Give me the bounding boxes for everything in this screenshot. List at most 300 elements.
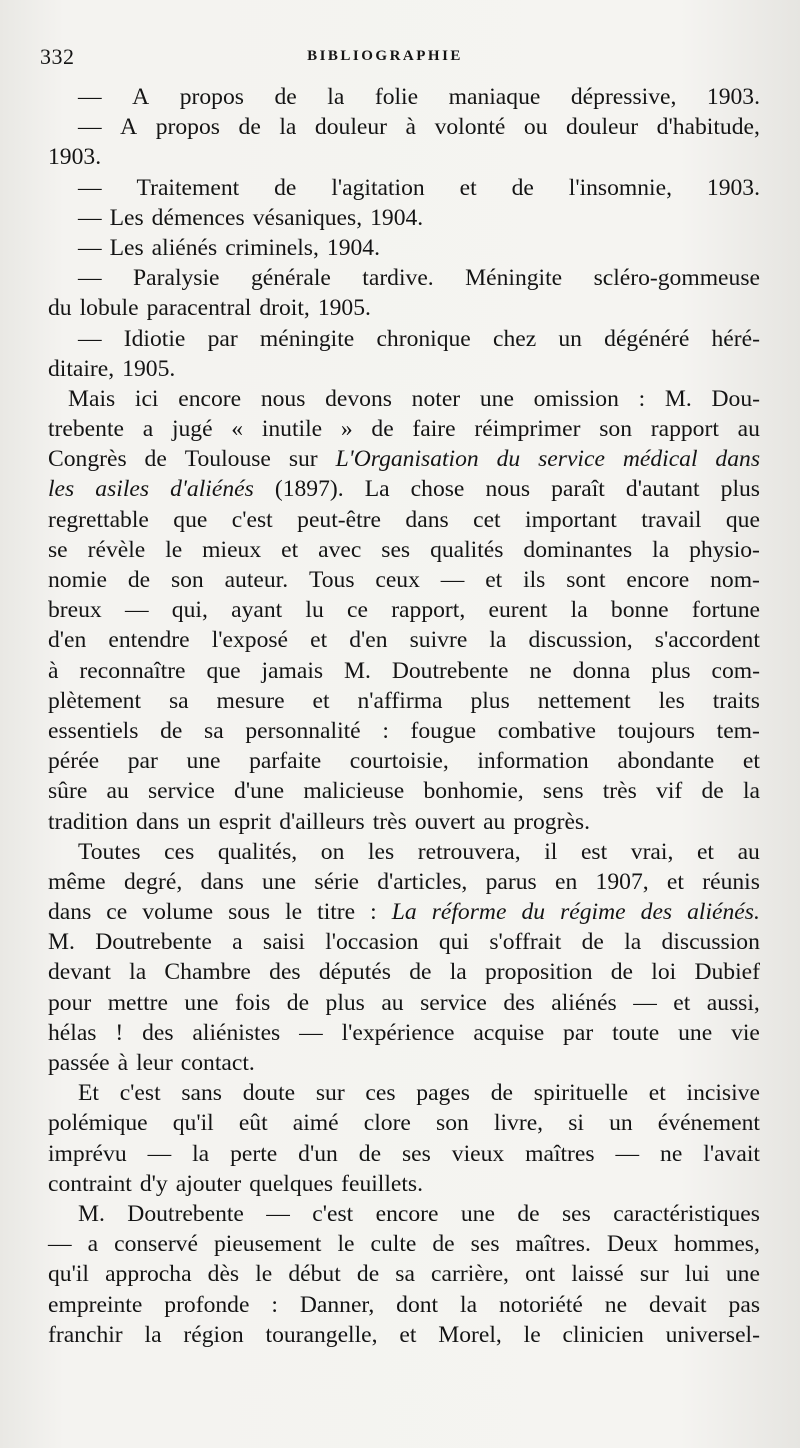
word: perte (230, 1140, 278, 1167)
word: titre (317, 899, 356, 926)
word: : (382, 717, 389, 744)
word: rapport (650, 416, 719, 443)
word: un (609, 1110, 633, 1137)
word: très (602, 778, 637, 805)
word: abondante (617, 748, 715, 775)
word: bonhomie, (423, 778, 524, 805)
word: réimprimer (474, 416, 581, 443)
word: des (269, 959, 301, 986)
word: de (274, 84, 297, 110)
word: a (142, 416, 154, 443)
word: sa (168, 687, 189, 714)
word: propos (179, 84, 244, 110)
word: Danner, (299, 1291, 375, 1318)
word: de (371, 416, 394, 443)
word: Doutrebente (391, 657, 509, 684)
word: breux (48, 597, 102, 624)
word: fortune (691, 597, 760, 624)
text-line (48, 1078, 760, 1108)
word: à (117, 1050, 129, 1076)
word: de (581, 929, 604, 956)
word: de (432, 1231, 455, 1258)
word: — (78, 234, 102, 261)
text-line (48, 686, 760, 716)
text-line (48, 927, 760, 957)
word: sont (566, 567, 606, 593)
word: de (511, 174, 534, 201)
word: Méningite (465, 265, 563, 292)
text-line (48, 82, 760, 112)
word: cet (473, 506, 501, 533)
word: 1904. (326, 234, 380, 261)
word: de (610, 959, 634, 986)
word: des (503, 989, 535, 1016)
word: tradition (48, 808, 128, 835)
word: ils (523, 567, 546, 593)
word: la (489, 627, 507, 654)
word: c'est (312, 1200, 354, 1227)
word: la (192, 1140, 210, 1167)
word: sur (315, 1080, 345, 1107)
word: si (568, 1110, 584, 1137)
word: ne (604, 1291, 628, 1318)
word: paraît (551, 476, 605, 503)
word: — (633, 989, 657, 1016)
word: Idiotie (123, 325, 186, 352)
word: — (48, 1231, 72, 1258)
word: Et (78, 1080, 99, 1107)
word: volonté (434, 114, 506, 141)
text-line (48, 414, 760, 444)
word: clore (363, 1110, 411, 1137)
word: qualités (430, 536, 504, 563)
word: la (570, 597, 588, 624)
word: 1903. (48, 144, 102, 171)
text-line (48, 625, 760, 655)
word: la (144, 1321, 162, 1348)
word: sa (204, 717, 224, 744)
word: important (525, 506, 617, 533)
word: dans (135, 808, 180, 835)
word: chez (492, 325, 537, 352)
text-line (48, 474, 760, 504)
word: doute (242, 1080, 296, 1107)
word: au (737, 838, 760, 865)
word: L'Organisation (335, 446, 479, 473)
word: laissé (571, 1261, 624, 1288)
word: série (314, 868, 359, 895)
word: plus (720, 476, 760, 503)
word: Toulouse (184, 446, 271, 473)
word: députés (318, 959, 391, 986)
word: Les (109, 204, 144, 231)
word: — (124, 597, 149, 624)
word: parus (485, 868, 537, 895)
word: vieux (451, 1140, 505, 1167)
word: : (638, 385, 646, 412)
word: méningite (259, 325, 355, 352)
word: tem- (716, 717, 760, 744)
word: à (48, 657, 59, 684)
word: c'est (231, 506, 273, 533)
text-line (48, 867, 760, 897)
word: toujours (617, 717, 695, 744)
word: pas (728, 1291, 760, 1318)
word: dans (405, 506, 449, 533)
word: ses (562, 1200, 591, 1227)
word: dans (715, 446, 760, 473)
word: empreinte (48, 1291, 143, 1318)
word: l'expérience (341, 1019, 455, 1046)
word: la (624, 929, 642, 956)
word: travail (641, 506, 702, 533)
word: peut-être (297, 506, 381, 533)
word: une (184, 989, 219, 1016)
word: l'agitation (331, 174, 425, 201)
word: asiles (95, 476, 150, 503)
word: et (673, 989, 691, 1016)
word: fougue (410, 717, 477, 744)
word: la (449, 959, 467, 986)
word: réforme (431, 899, 507, 926)
word: au (106, 778, 129, 805)
word: noter (411, 385, 461, 412)
word: Dubief (694, 959, 760, 986)
word: la (742, 778, 760, 805)
word: toute (612, 1019, 660, 1046)
word: hommes, (674, 1231, 760, 1258)
word: est (580, 838, 608, 865)
text-line (48, 1229, 760, 1259)
word: volume (142, 899, 214, 926)
word: qui (438, 929, 470, 956)
word: sur (288, 446, 318, 473)
word: le (255, 1261, 273, 1288)
word: de (286, 989, 310, 1016)
word: de (144, 446, 167, 473)
word: un (558, 325, 582, 352)
word: sous (228, 899, 271, 926)
word: par (127, 748, 158, 775)
word: avec (318, 536, 362, 563)
word: sur (639, 1261, 669, 1288)
word: encore (626, 567, 690, 593)
text-line (48, 1048, 760, 1078)
word: d'en (349, 627, 388, 654)
word: lobule (79, 295, 139, 322)
text-line (48, 897, 760, 927)
word: et (485, 567, 503, 593)
word: une (479, 385, 514, 412)
page-header (40, 44, 730, 74)
word: ne (529, 657, 552, 684)
word: qui, (171, 597, 208, 624)
text-line (48, 535, 760, 565)
word: contact. (180, 1050, 255, 1076)
word: nom- (710, 567, 760, 593)
word: chronique (376, 325, 471, 352)
word: un (187, 808, 211, 835)
word: Mais (68, 385, 116, 412)
word: — (78, 325, 102, 352)
word: il (544, 838, 558, 865)
word: eurent (488, 597, 548, 624)
word: Dou- (711, 385, 760, 412)
text-line (48, 776, 760, 806)
word: 1905. (317, 295, 371, 322)
word: de (127, 567, 151, 593)
word: — (78, 265, 102, 292)
word: rapport, (391, 597, 466, 624)
word: du (48, 295, 72, 322)
word: — (266, 1200, 290, 1227)
word: omission (533, 385, 619, 412)
word: sens (542, 778, 584, 805)
word: universel- (665, 1321, 760, 1348)
word: Doutrebente (127, 1200, 244, 1227)
word: n'affirma (357, 687, 443, 714)
word: son (170, 567, 204, 593)
word: 1904. (370, 204, 424, 231)
word: pérée (48, 748, 100, 775)
word: encore (178, 385, 242, 412)
text-line (48, 837, 760, 867)
word: notoriété (498, 1291, 583, 1318)
word: contraint (48, 1170, 132, 1197)
text-line (48, 203, 760, 233)
word: hélas (48, 1019, 97, 1046)
word: le (523, 1321, 541, 1348)
word: ce (106, 899, 128, 926)
word: d'autant (625, 476, 700, 503)
word: tardive. (362, 265, 434, 292)
word: médical (622, 446, 698, 473)
word: de (517, 1200, 540, 1227)
word: 1903. (706, 84, 760, 110)
word: s'accordent (654, 627, 760, 654)
word: — (440, 567, 465, 593)
word: spirituelle (533, 1080, 629, 1107)
word: pieusement (213, 1231, 322, 1258)
word: au (381, 989, 404, 1016)
word: saisi (262, 929, 305, 956)
word: plus (325, 989, 365, 1016)
word: feuillets. (341, 1170, 424, 1197)
word: ces (164, 838, 195, 865)
word: d'articles, (377, 868, 468, 895)
word: Les (109, 234, 144, 261)
word: loi (651, 959, 677, 986)
word: Morel, (438, 1321, 502, 1348)
word: malicieuse (303, 778, 405, 805)
word: dont (396, 1291, 439, 1318)
word: donna (572, 657, 631, 684)
word: de (238, 114, 261, 141)
word: ont (525, 1261, 556, 1288)
word: Traitement (136, 174, 240, 201)
word: la (279, 114, 297, 141)
word: courtoisie, (349, 748, 449, 775)
word: nettement (537, 687, 631, 714)
word: c'est (119, 1080, 161, 1107)
text-line (48, 565, 760, 595)
word: polémique (48, 1110, 148, 1137)
word: dominantes (523, 536, 633, 563)
word: ce (347, 597, 368, 624)
word: dégénéré (604, 325, 690, 352)
word: vésaniques, (252, 204, 363, 231)
word: devons (325, 385, 392, 412)
word: les (48, 476, 75, 503)
word: la (327, 84, 345, 110)
word: 1907, (595, 868, 649, 895)
text-line (48, 505, 760, 535)
word: tourangelle, (265, 1321, 378, 1348)
word: très (372, 808, 407, 835)
word: service (148, 778, 215, 805)
word: une (725, 1261, 760, 1288)
word: folie (374, 84, 419, 110)
word: une (186, 748, 221, 775)
word: se (48, 536, 68, 563)
word: d'en (48, 627, 87, 654)
word: inutile (261, 416, 323, 443)
word: clinicien (562, 1321, 644, 1348)
word: trebente (48, 416, 124, 443)
word: reconnaître (79, 657, 186, 684)
word: entendre (108, 627, 190, 654)
word: le (165, 536, 183, 563)
word: Deux (606, 1231, 658, 1258)
word: même (48, 868, 106, 895)
word: : (271, 1291, 278, 1318)
word: auteur. (224, 567, 289, 593)
word: ayant (231, 597, 283, 624)
running-title: BIBLIOGRAPHIE (307, 48, 463, 64)
word: générale (250, 265, 331, 292)
word: M. (344, 657, 371, 684)
word: des (640, 899, 673, 926)
word: — (78, 204, 102, 231)
text-line (48, 656, 760, 686)
word: vrai, (630, 838, 674, 865)
word: aliénés (551, 989, 617, 1016)
word: à (405, 114, 417, 141)
word: imprévu (48, 1140, 127, 1167)
word: service (538, 446, 605, 473)
text-line (48, 595, 760, 625)
word: d'une (234, 778, 285, 805)
word: événement (657, 1110, 760, 1137)
word: aimé (292, 1110, 339, 1137)
word: son (436, 1110, 469, 1137)
word: et (281, 536, 299, 563)
text-line (48, 233, 760, 263)
word: parfaite (249, 748, 322, 775)
word: nomie (48, 567, 107, 593)
word: Chambre (164, 959, 251, 986)
word: M. (48, 929, 75, 956)
word: mettre (107, 989, 168, 1016)
word: La (391, 899, 417, 926)
text-line (48, 444, 760, 474)
word: plus (470, 687, 510, 714)
word: combative (497, 717, 596, 744)
word: sûre (48, 778, 88, 805)
word: mieux (202, 536, 262, 563)
word: Doutrebente (95, 929, 212, 956)
word: ses (381, 536, 411, 563)
word: par (563, 1019, 594, 1046)
word: de (701, 778, 724, 805)
word: faire (412, 416, 456, 443)
text-line (48, 1290, 760, 1320)
word: et (459, 174, 477, 201)
text-line (48, 173, 760, 203)
word: son (599, 416, 633, 443)
word: ses (401, 1140, 431, 1167)
word: mesure (216, 687, 285, 714)
word: dépressive, (570, 84, 677, 110)
body-text (48, 82, 760, 1350)
word: que (173, 506, 208, 533)
text-line (48, 716, 760, 746)
word: ici (134, 385, 159, 412)
word: devait (648, 1291, 707, 1318)
text-line (48, 1199, 760, 1229)
word: héré- (711, 325, 760, 352)
text-line (48, 1259, 760, 1289)
word: l'occasion (325, 929, 419, 956)
word: paracentral (146, 295, 252, 322)
text-line (48, 354, 760, 384)
word: jamais (261, 657, 324, 684)
word: ceux (375, 567, 420, 593)
word: A (120, 114, 138, 141)
word: discussion, (528, 627, 633, 654)
word: on (320, 838, 345, 865)
word: retrouvera, (417, 838, 521, 865)
word: fois (234, 989, 271, 1016)
word: dans (200, 868, 244, 895)
word: vie (731, 1019, 760, 1046)
word: par (207, 325, 238, 352)
word: M. (78, 1200, 105, 1227)
word: et (648, 1080, 666, 1107)
text-line (48, 957, 760, 987)
text-line (48, 1169, 760, 1199)
word: une (678, 1019, 713, 1046)
word: les (367, 838, 395, 865)
word: et (312, 687, 330, 714)
word: la (652, 536, 670, 563)
word: A (132, 84, 150, 110)
word: l'avait (703, 1140, 760, 1167)
word: acquise (473, 1019, 545, 1046)
word: com- (711, 657, 760, 684)
text-line (48, 324, 760, 354)
word: la (129, 959, 147, 986)
word: et (666, 868, 684, 895)
word: l'insomnie, (568, 174, 672, 201)
word: aliénés (151, 234, 218, 261)
word: et (696, 838, 714, 865)
word: criminels, (225, 234, 319, 261)
word: — (299, 1019, 323, 1046)
word: et (399, 1321, 417, 1348)
word: réunis (702, 868, 760, 895)
word: suivre (409, 627, 468, 654)
